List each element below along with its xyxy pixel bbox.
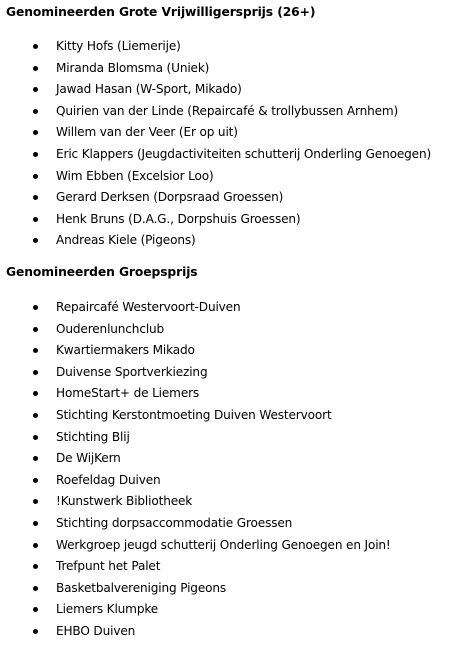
bullet-icon [33, 435, 38, 440]
list-item-text: HomeStart+ de Liemers [56, 386, 200, 401]
bullet-icon [33, 174, 38, 179]
list-item-text: Kwartiermakers Mikado [56, 343, 195, 358]
list-item-text: !Kunstwerk Bibliotheek [56, 494, 193, 509]
list-item-text: Repaircafé Westervoort-Duiven [56, 300, 241, 314]
list-item-text: De WijKern [56, 451, 121, 466]
list-item-text: Trefpunt het Palet [56, 559, 161, 574]
list-item-text: Andreas Kiele (Pigeons) [56, 233, 196, 248]
list-item-text: Basketbalvereniging Pigeons [56, 580, 227, 595]
bullet-icon [33, 217, 38, 222]
bullet-icon [33, 564, 38, 569]
list-item-text: Willem van der Veer (Er op uit) [56, 125, 238, 140]
bullet-icon [33, 44, 38, 49]
bullet-icon [33, 521, 38, 526]
list-item-text: Kitty Hofs (Liemerije) [56, 39, 181, 53]
bullet-icon [33, 87, 38, 92]
section-heading-volunteer-prize: Genomineerden Grote Vrijwilligersprijs (26+) [6, 5, 316, 19]
bullet-icon [33, 586, 38, 591]
list-item-text: Gerard Derksen (Dorpsraad Groessen) [56, 190, 284, 205]
list-item-text: Roefeldag Duiven [56, 472, 161, 487]
bullet-icon [33, 305, 38, 310]
bullet-icon [33, 391, 38, 396]
bullet-icon [33, 130, 38, 135]
list-item-text: Miranda Blomsma (Uniek) [56, 60, 210, 75]
list-item-text: Stichting dorpsaccommodatie Groessen [56, 515, 293, 530]
bullet-icon [33, 543, 38, 548]
bullet-icon [33, 607, 38, 612]
list-item-text: Liemers Klumpke [56, 602, 159, 617]
list-item-text: Henk Bruns (D.A.G., Dorpshuis Groessen) [56, 211, 301, 226]
list-item-text: Stichting Kerstontmoeting Duiven Westervoort [56, 407, 332, 422]
bullet-icon [33, 629, 38, 634]
bullet-icon [33, 109, 38, 114]
bullet-icon [33, 327, 38, 332]
list-item-text: Jawad Hasan (W-Sport, Mikado) [56, 82, 242, 97]
list-item-text: Eric Klappers (Jeugdactiviteiten schutterij Onderling Genoegen) [56, 146, 432, 161]
bullet-icon [33, 499, 38, 504]
list-item-text: Werkgroep jeugd schutterij Onderling Genoegen en Join! [56, 537, 391, 552]
bullet-icon [33, 478, 38, 483]
list-item-text: Wim Ebben (Excelsior Loo) [56, 168, 214, 183]
list-item-text: EHBO Duiven [56, 623, 136, 638]
bullet-icon [33, 152, 38, 157]
bullet-icon [33, 370, 38, 375]
bullet-icon [33, 195, 38, 200]
bullet-icon [33, 456, 38, 461]
list-item-text: Ouderenlunchclub [56, 321, 165, 336]
list-item-text: Duivense Sportverkiezing [56, 364, 208, 379]
bullet-icon [33, 238, 38, 243]
bullet-icon [33, 348, 38, 353]
bullet-icon [33, 413, 38, 418]
list-item-text: Quirien van der Linde (Repaircafé & trollybussen Arnhem) [56, 103, 399, 118]
section-heading-group-prize: Genomineerden Groepsprijs [6, 265, 198, 279]
bullet-icon [33, 66, 38, 71]
list-item-text: Stichting Blij [56, 429, 130, 444]
